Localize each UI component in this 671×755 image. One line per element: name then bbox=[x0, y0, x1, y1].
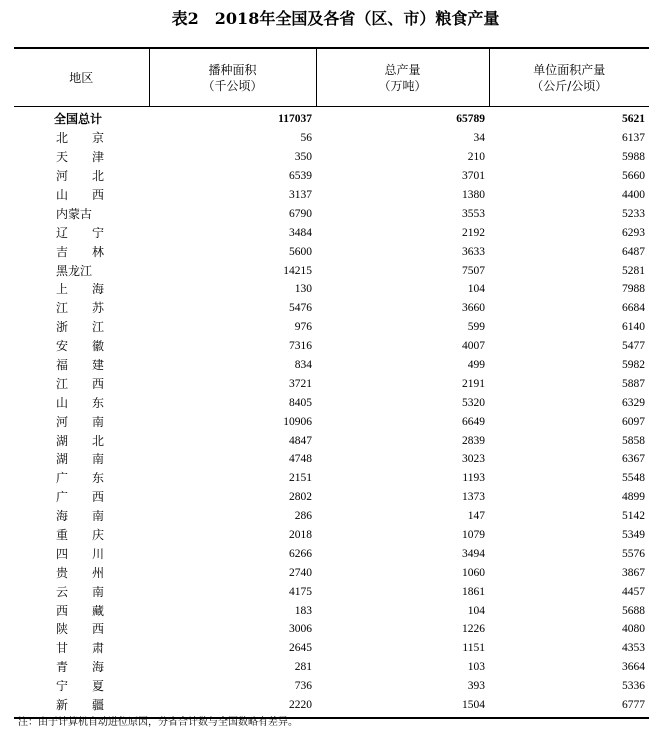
output-cell: 393 bbox=[467, 680, 485, 693]
output-cell: 104 bbox=[467, 604, 485, 617]
output-cell: 3494 bbox=[462, 547, 485, 560]
yield-cell: 6097 bbox=[622, 415, 645, 428]
table-row bbox=[14, 356, 649, 375]
output-cell: 1151 bbox=[462, 642, 485, 655]
region-cell: 云 南 bbox=[56, 584, 105, 599]
region-cell: 广 东 bbox=[56, 471, 105, 486]
output-cell: 34 bbox=[473, 132, 485, 145]
table-row bbox=[14, 148, 649, 167]
area-cell: 8405 bbox=[289, 396, 312, 409]
area-cell: 350 bbox=[294, 151, 312, 164]
output-cell: 1060 bbox=[462, 566, 485, 579]
area-cell: 130 bbox=[294, 283, 312, 296]
region-cell: 湖 北 bbox=[56, 433, 105, 448]
region-cell: 陕 西 bbox=[56, 622, 105, 637]
table-row bbox=[14, 601, 649, 620]
area-cell: 286 bbox=[294, 510, 312, 523]
table-row bbox=[14, 280, 649, 299]
region-cell: 江 西 bbox=[56, 376, 105, 391]
area-cell: 4748 bbox=[289, 453, 312, 466]
output-cell: 2839 bbox=[462, 434, 485, 447]
yield-cell: 5281 bbox=[622, 264, 645, 277]
yield-cell: 5576 bbox=[622, 547, 645, 560]
output-cell: 2192 bbox=[462, 226, 485, 239]
grain-output-table bbox=[14, 47, 649, 719]
table-body bbox=[14, 107, 649, 718]
table-row bbox=[14, 186, 649, 205]
yield-cell: 6367 bbox=[622, 453, 645, 466]
table-row bbox=[14, 129, 649, 148]
header-area-unit: （千公顷） bbox=[202, 78, 263, 93]
table-row bbox=[14, 412, 649, 431]
area-cell: 4847 bbox=[289, 434, 312, 447]
area-cell: 5476 bbox=[289, 302, 312, 315]
region-cell: 黑龙江 bbox=[56, 263, 93, 278]
output-cell: 3633 bbox=[462, 245, 485, 258]
yield-cell: 6777 bbox=[489, 696, 649, 718]
table-row bbox=[14, 204, 649, 223]
output-cell: 3553 bbox=[462, 207, 485, 220]
yield-cell: 5349 bbox=[622, 529, 645, 542]
table-row bbox=[14, 374, 649, 393]
area-cell: 736 bbox=[294, 680, 312, 693]
region-cell: 重 庆 bbox=[56, 528, 105, 543]
yield-cell: 5142 bbox=[622, 510, 645, 523]
region-cell: 山 西 bbox=[56, 188, 105, 202]
region-cell: 北 京 bbox=[56, 131, 105, 146]
area-cell: 2151 bbox=[289, 472, 312, 485]
header-output bbox=[316, 48, 489, 107]
area-cell: 3484 bbox=[289, 226, 312, 239]
yield-cell: 4353 bbox=[622, 642, 645, 655]
area-cell: 6266 bbox=[289, 547, 312, 560]
yield-cell: 5982 bbox=[622, 359, 645, 372]
output-cell: 3701 bbox=[462, 170, 485, 183]
table-row bbox=[14, 450, 649, 469]
yield-cell: 5688 bbox=[622, 604, 645, 617]
table-row bbox=[14, 167, 649, 186]
region-cell: 全国总计 bbox=[54, 112, 103, 127]
header-yield-unit: （公斤/公顷） bbox=[531, 78, 608, 93]
output-cell: 1504 bbox=[316, 696, 489, 718]
output-cell: 1079 bbox=[462, 529, 485, 542]
table-row bbox=[14, 242, 649, 261]
table-row bbox=[14, 658, 649, 677]
area-cell: 281 bbox=[294, 661, 312, 674]
yield-cell: 6137 bbox=[622, 132, 645, 145]
area-cell: 6790 bbox=[289, 207, 312, 220]
region-cell: 四 川 bbox=[56, 546, 105, 561]
yield-cell: 6487 bbox=[622, 245, 645, 258]
output-cell: 1861 bbox=[462, 585, 485, 598]
output-cell: 6649 bbox=[462, 415, 485, 428]
header-yield-label: 单位面积产量 bbox=[533, 62, 606, 77]
yield-cell: 3664 bbox=[622, 661, 645, 674]
table-row bbox=[14, 261, 649, 280]
output-cell: 4007 bbox=[462, 340, 485, 353]
area-cell: 3137 bbox=[289, 189, 312, 201]
region-cell: 湖 南 bbox=[56, 452, 105, 467]
region-cell: 海 南 bbox=[56, 509, 105, 524]
region-cell: 西 藏 bbox=[56, 603, 105, 618]
area-cell: 7316 bbox=[289, 340, 312, 353]
yield-cell: 4400 bbox=[622, 189, 645, 201]
area-cell: 14215 bbox=[283, 264, 312, 277]
yield-cell: 6329 bbox=[622, 396, 645, 409]
table-row bbox=[14, 677, 649, 696]
output-cell: 1380 bbox=[462, 189, 485, 201]
area-cell: 3006 bbox=[289, 623, 312, 636]
region-cell: 吉 林 bbox=[56, 244, 105, 259]
region-cell: 天 津 bbox=[56, 150, 105, 165]
output-cell: 147 bbox=[467, 510, 485, 523]
area-cell: 2220 bbox=[149, 696, 316, 718]
table-row bbox=[14, 431, 649, 450]
area-cell: 3721 bbox=[289, 377, 312, 390]
output-cell: 599 bbox=[467, 321, 485, 334]
table-row bbox=[14, 526, 649, 545]
region-cell: 新 疆 bbox=[14, 696, 149, 718]
region-cell: 山 东 bbox=[56, 395, 105, 410]
yield-cell: 5548 bbox=[622, 472, 645, 485]
area-cell: 56 bbox=[300, 132, 312, 145]
page-title: 表2 2018年全国及各省（区、市）粮食产量 bbox=[171, 9, 500, 28]
table-row bbox=[14, 337, 649, 356]
header-region-label: 地区 bbox=[69, 70, 94, 85]
output-cell: 2191 bbox=[462, 377, 485, 390]
output-cell: 5320 bbox=[462, 396, 485, 409]
yield-cell: 4899 bbox=[622, 491, 645, 504]
area-cell: 976 bbox=[294, 321, 312, 334]
table-row bbox=[14, 639, 649, 658]
region-cell: 江 苏 bbox=[56, 301, 105, 316]
table-row bbox=[14, 582, 649, 601]
header-output-unit: （万吨） bbox=[378, 78, 427, 93]
region-cell: 甘 肃 bbox=[56, 641, 105, 656]
output-cell: 3660 bbox=[462, 302, 485, 315]
yield-cell: 3867 bbox=[622, 566, 645, 579]
area-cell: 2802 bbox=[289, 491, 312, 504]
table-row bbox=[14, 393, 649, 412]
table-row bbox=[14, 563, 649, 582]
region-cell: 青 海 bbox=[56, 660, 105, 675]
output-cell: 210 bbox=[467, 151, 485, 164]
region-cell: 辽 宁 bbox=[56, 225, 105, 240]
yield-cell: 4457 bbox=[622, 585, 645, 598]
output-cell: 1226 bbox=[462, 623, 485, 636]
header-area bbox=[149, 48, 316, 107]
table-header bbox=[14, 48, 649, 107]
output-cell: 104 bbox=[467, 283, 485, 296]
area-cell: 183 bbox=[294, 604, 312, 617]
area-cell: 2645 bbox=[289, 642, 312, 655]
table-row bbox=[14, 469, 649, 488]
total-row bbox=[14, 107, 649, 129]
header-region bbox=[14, 48, 149, 107]
yield-cell: 4080 bbox=[622, 623, 645, 636]
yield-cell: 5988 bbox=[622, 151, 645, 164]
yield-cell: 6293 bbox=[622, 226, 645, 239]
yield-cell: 5858 bbox=[622, 434, 645, 447]
yield-cell: 7988 bbox=[622, 283, 645, 296]
output-cell: 7507 bbox=[462, 264, 485, 277]
footnote: 注：由于计算机自动进位原因，分省合计数与全国数略有差异。 bbox=[18, 717, 298, 728]
header-area-label: 播种面积 bbox=[208, 62, 257, 77]
yield-cell: 6140 bbox=[622, 321, 645, 334]
output-cell: 65789 bbox=[456, 113, 485, 126]
table-row bbox=[14, 507, 649, 526]
output-cell: 499 bbox=[467, 359, 485, 372]
output-cell: 103 bbox=[467, 661, 485, 674]
output-cell: 3023 bbox=[462, 453, 485, 466]
table-row bbox=[14, 318, 649, 337]
area-cell: 2740 bbox=[289, 566, 312, 579]
area-cell: 10906 bbox=[283, 415, 312, 428]
region-cell: 河 北 bbox=[56, 169, 105, 184]
yield-cell: 6684 bbox=[622, 302, 645, 315]
output-cell: 1373 bbox=[462, 491, 485, 504]
region-cell: 宁 夏 bbox=[56, 679, 105, 694]
yield-cell: 5477 bbox=[622, 340, 645, 353]
region-cell: 安 徽 bbox=[56, 339, 105, 354]
data-table bbox=[14, 47, 649, 719]
table-row bbox=[14, 299, 649, 318]
table-row bbox=[14, 544, 649, 563]
yield-cell: 5887 bbox=[622, 377, 645, 390]
header-yield bbox=[489, 48, 649, 107]
region-cell: 福 建 bbox=[56, 358, 105, 373]
area-cell: 834 bbox=[294, 359, 312, 372]
yield-cell: 5336 bbox=[622, 680, 645, 693]
yield-cell: 5233 bbox=[622, 207, 645, 220]
region-cell: 上 海 bbox=[56, 282, 105, 297]
region-cell: 贵 州 bbox=[56, 565, 105, 580]
region-cell: 河 南 bbox=[56, 414, 105, 429]
area-cell: 117037 bbox=[278, 113, 312, 126]
region-cell: 浙 江 bbox=[56, 320, 105, 335]
area-cell: 6539 bbox=[289, 170, 312, 183]
yield-cell: 5621 bbox=[622, 113, 645, 126]
area-cell: 4175 bbox=[289, 585, 312, 598]
area-cell: 5600 bbox=[289, 245, 312, 258]
header-output-label: 总产量 bbox=[384, 62, 421, 77]
area-cell: 2018 bbox=[289, 529, 312, 542]
output-cell: 1193 bbox=[462, 472, 485, 485]
table-row bbox=[14, 620, 649, 639]
table-row bbox=[14, 223, 649, 242]
yield-cell: 5660 bbox=[622, 170, 645, 183]
region-cell: 广 西 bbox=[56, 490, 105, 505]
table-row bbox=[14, 488, 649, 507]
region-cell: 内蒙古 bbox=[56, 206, 93, 221]
